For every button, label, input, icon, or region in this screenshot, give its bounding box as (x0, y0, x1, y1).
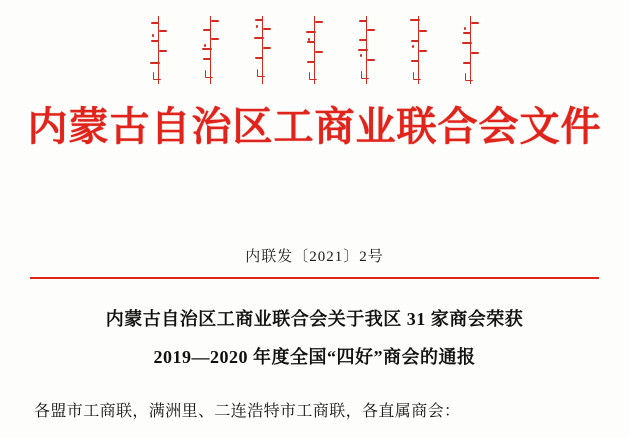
mongolian-script-header (0, 10, 629, 90)
red-divider-rule (30, 277, 599, 279)
addressee-line: 各盟市工商联，满洲里、二连浩特市工商联，各直属商会： (34, 403, 461, 420)
document-title-line-2: 2019—2020 年度全国“四好”商会的通报 (153, 347, 476, 367)
mongolian-word-column (462, 14, 480, 86)
masthead-title: 内蒙古自治区工商业联合会文件 (27, 104, 602, 149)
document-number: 内联发〔2021〕2号 (245, 249, 384, 265)
mongolian-word-column (358, 14, 376, 86)
mongolian-word-column (306, 14, 324, 86)
document-title (30, 300, 599, 376)
mongolian-word-column (410, 14, 428, 86)
mongolian-word-column (254, 14, 272, 86)
document-title-line-1: 内蒙古自治区工商业联合会关于我区 31 家商会荣获 (105, 309, 524, 329)
mongolian-word-column (150, 14, 168, 86)
mongolian-word-column (202, 14, 220, 86)
